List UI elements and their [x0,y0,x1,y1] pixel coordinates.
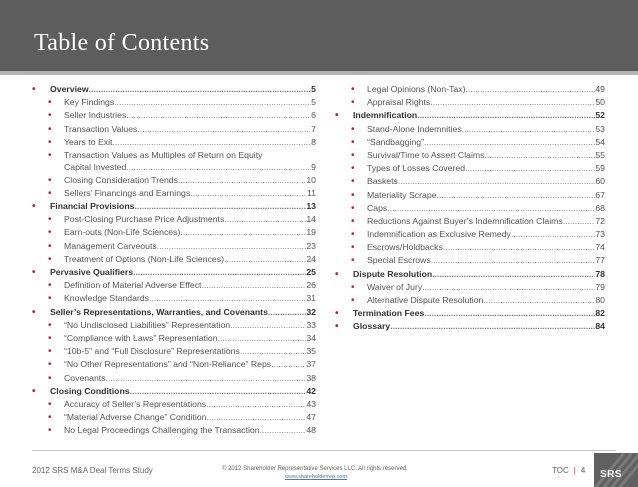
toc-page-number: 50 [595,97,605,108]
bullet-icon: • [48,149,52,161]
toc-entry-label: “Sandbagging” [367,136,424,147]
dot-leader [483,295,595,307]
toc-entry-label: Materiality Scrape [367,189,437,200]
toc-subsection-entry[interactable] [335,282,605,294]
dot-leader [443,242,596,254]
toc-entry-label: Years to Exit [64,136,113,147]
srs-logo [594,453,638,487]
toc-section-entry[interactable] [32,307,316,319]
toc-section-entry[interactable] [32,84,316,96]
dot-leader [224,254,306,266]
bullet-icon: • [48,332,52,344]
toc-entry-label: Types of Losses Covered [367,163,466,174]
toc-page-number: 32 [306,306,316,317]
dot-leader [511,229,595,241]
bullet-icon: • [48,253,52,265]
dot-leader [114,97,311,109]
toc-section-entry[interactable] [335,321,605,333]
dot-leader [224,214,306,226]
toc-page-number: 26 [306,280,316,291]
toc-entry-label: Indemnification [353,110,418,121]
toc-page-number: 80 [595,295,605,305]
toc-entry-label: Special Escrows [367,255,431,266]
toc-section-entry[interactable] [335,269,605,281]
page-number: 4 [580,466,586,475]
dot-leader [218,333,307,345]
toc-page-number: 5 [311,84,316,94]
toc-subsection-entry[interactable] [32,425,316,437]
bullet-icon: • [351,202,355,214]
toc-page-number: 73 [595,229,605,240]
toc-entry-label: Pervasive Qualifiers [50,267,134,278]
toc-subsection-entry[interactable] [32,97,316,109]
bullet-icon: • [351,176,355,188]
dot-leader [398,176,595,188]
bullet-icon: • [48,136,52,148]
toc-page-number: 11 [306,187,316,198]
footer-page-info [552,466,585,475]
toc-page-number: 52 [595,110,605,121]
toc-page-number: 6 [311,110,316,121]
toc-entry-label: Closing Conditions [50,385,130,396]
bullet-icon: • [351,84,355,95]
toc-page-number: 33 [306,319,316,330]
toc-subsection-entry[interactable] [32,373,316,385]
toc-entry-label: Transaction Values as Multiples of Return on Equity [64,149,263,160]
dot-leader [157,241,307,253]
toc-subsection-entry[interactable] [32,214,316,226]
toc-entry-label: Key Findings [64,97,115,108]
bullet-icon: • [48,346,52,358]
bullet-icon: • [351,281,355,293]
dot-leader [206,412,306,424]
bullet-icon: • [48,97,52,109]
bullet-icon: • [48,412,52,424]
toc-page-number: 43 [306,398,316,409]
dot-leader [133,267,306,279]
dot-leader [465,163,595,175]
toc-page-number: 74 [595,242,605,253]
toc-entry-label: Accuracy of Seller’s Representations [64,398,207,409]
page-title: Table of Contents [34,30,210,56]
toc-entry-label: Transaction Values [64,123,138,134]
toc-page-number: 79 [595,281,605,292]
toc-subsection-entry[interactable] [335,242,605,254]
dot-leader [422,282,595,294]
toc-page-number: 59 [595,163,605,174]
toc-subsection-entry[interactable] [335,150,605,162]
bullet-icon: • [335,110,339,122]
toc-section-entry[interactable] [335,110,605,122]
dot-leader [271,359,306,371]
toc-page-number: 37 [306,359,316,370]
bullet-icon: • [48,372,52,384]
toc-subsection-entry[interactable] [32,254,316,266]
dot-leader [126,162,311,174]
bullet-icon: • [351,97,355,109]
toc-subsection-entry[interactable] [32,137,316,149]
toc-entry-label: Treatment of Options (Non-Life Sciences) [64,253,224,264]
toc-subsection-entry[interactable] [32,227,316,239]
toc-entry-label: Knowledge Standards [64,293,150,304]
toc-entry-label: “No Other Representations” and “Non-Reliance” Reps [64,359,272,370]
toc-subsection-entry[interactable] [335,190,605,202]
toc-page-number: 31 [306,293,316,304]
toc-entry-label: Appraisal Rights [367,97,431,108]
bullet-icon: • [48,293,52,305]
bullet-icon: • [335,321,339,333]
toc-subsection-entry[interactable] [335,97,605,109]
toc-entry-label: Post-Closing Purchase Price Adjustments [64,214,225,225]
toc-section-entry[interactable] [335,308,605,320]
bullet-icon: • [351,163,355,175]
toc-page-number: 60 [595,176,605,187]
toc-entry-label: Overview [50,84,89,94]
toc-subsection-entry[interactable] [32,399,316,411]
toc-entry-label: Seller Industries [64,110,127,121]
footer-study-title: 2012 SRS M&A Deal Terms Study [32,466,153,475]
toc-subsection-entry[interactable] [32,175,316,187]
dot-leader [240,346,307,358]
dot-leader [126,110,311,122]
toc-entry-label: Indemnification as Exclusive Remedy [367,229,511,240]
toc-subsection-entry[interactable] [32,320,316,332]
bullet-icon: • [48,227,52,239]
toc-subsection-entry[interactable] [32,359,316,371]
toc-page-number: 82 [595,308,605,319]
bullet-icon: • [351,123,355,135]
dot-leader [106,373,307,385]
dot-leader [206,399,306,411]
footer-separator: | [573,466,576,475]
toc-section-entry[interactable] [32,386,316,398]
toc-page-number: 77 [595,255,605,266]
toc-entry-label: Baskets [367,176,398,187]
toc-page-number: 24 [306,253,316,264]
bullet-icon: • [351,149,355,161]
bullet-icon: • [48,123,52,135]
toc-entry-label: Escrows/Holdbacks [367,242,443,253]
bullet-icon: • [32,306,36,318]
toc-page-number: 67 [595,189,605,200]
bullet-icon: • [351,242,355,254]
bullet-icon: • [48,214,52,226]
toc-link[interactable]: TOC [552,466,569,475]
footer-website-link[interactable]: www.shareholderrep.com [285,474,348,480]
toc-entry-label: Covenants [64,372,106,383]
bullet-icon: • [48,174,52,186]
toc-section-entry[interactable] [32,201,316,213]
bullet-icon: • [48,359,52,371]
logo-text: SRS [600,469,623,480]
dot-leader [462,124,596,136]
bullet-icon: • [351,255,355,267]
dot-leader [431,255,596,267]
toc-entry-label-continued: Capital Invested [64,161,127,172]
dot-leader [178,175,306,187]
toc-subsection-entry[interactable] [335,295,605,307]
toc-subsection-entry[interactable] [335,255,605,267]
toc-page-number: 84 [595,321,605,332]
bullet-icon: • [32,84,36,95]
toc-entry-label: Survival/Time to Assert Claims [367,149,485,160]
dot-leader [387,203,595,215]
toc-entry-label: Alternative Dispute Resolution [367,295,484,305]
toc-entry-label: “Material Adverse Change” Condition [64,412,207,423]
toc-entry-label: Dispute Resolution [353,268,433,279]
toc-entry-label: Stand-Alone Indemnities [367,123,462,134]
dot-leader [137,124,311,136]
dot-leader [190,188,307,200]
toc-page-number: 13 [306,201,316,212]
bullet-icon: • [32,201,36,213]
dot-leader [201,280,306,292]
dot-leader [230,320,306,332]
toc-subsection-entry[interactable] [32,280,316,292]
dot-leader [417,110,595,122]
toc-entry-label: Sellers’ Financings and Earnings [64,187,191,198]
toc-subsection-entry[interactable] [32,346,316,358]
toc-right-column [335,84,605,335]
toc-page-number: 42 [306,385,316,396]
toc-left-column [32,84,316,438]
dot-leader [89,84,312,96]
toc-entry-label: Closing Consideration Trends [64,174,178,185]
bullet-icon: • [48,319,52,331]
dot-leader [130,386,307,398]
toc-page-number: 78 [595,268,605,279]
bullet-icon: • [32,267,36,279]
toc-subsection-entry[interactable] [32,188,316,200]
toc-subsection-entry[interactable] [335,229,605,241]
toc-page-number: 53 [595,123,605,134]
bullet-icon: • [351,215,355,227]
footer-copyright: © 2012 Shareholder Representative Services LLC. All rights reserved. [222,466,408,472]
footer-divider [32,450,616,451]
bullet-icon: • [48,425,52,437]
toc-subsection-entry[interactable] [32,293,316,305]
dot-leader [430,97,595,109]
dot-leader [268,307,306,319]
toc-page-number: 10 [306,174,316,185]
toc-page-number: 35 [306,346,316,357]
toc-entry-label: Waiver of Jury [367,281,423,292]
toc-page-number: 25 [306,267,316,278]
toc-page-number: 8 [311,136,316,147]
bullet-icon: • [351,229,355,241]
toc-section-entry[interactable] [32,267,316,279]
toc-page-number: 49 [595,84,605,94]
toc-entry-label: No Legal Proceedings Challenging the Transaction [64,425,260,436]
dot-leader [437,190,596,202]
dot-leader [180,227,306,239]
toc-subsection-entry[interactable] [335,84,605,96]
toc-entry-label: “Compliance with Laws” Representation [64,332,218,343]
toc-entry-label: Management Carveouts [64,240,157,251]
toc-subsection-entry[interactable] [32,412,316,424]
toc-subsection-entry[interactable] [32,124,316,136]
dot-leader [563,216,596,228]
bullet-icon: • [48,240,52,252]
toc-subsection-entry[interactable] [32,110,316,122]
bullet-icon: • [335,308,339,320]
toc-page-number: 55 [595,149,605,160]
toc-page-number: 23 [306,240,316,251]
toc-entry-label: Reductions Against Buyer’s Indemnification Claims [367,215,563,226]
toc-entry-label: Seller’s Representations, Warranties, and Covenants [50,306,268,317]
dot-leader [484,150,595,162]
toc-page-number: 48 [306,425,316,436]
toc-subsection-entry[interactable] [335,163,605,175]
toc-entry-label: Caps [367,202,388,213]
toc-entry-label: Definition of Material Adverse Effect [64,280,202,291]
toc-subsection-entry[interactable] [335,124,605,136]
toc-subsection-entry[interactable] [32,333,316,345]
bullet-icon: • [48,187,52,199]
toc-page-number: 14 [306,214,316,225]
dot-leader [432,269,595,281]
toc-page-number: 19 [306,227,316,238]
bullet-icon: • [48,280,52,292]
bullet-icon: • [32,385,36,397]
toc-entry-label: Termination Fees [353,308,425,319]
toc-subsection-entry[interactable] [335,137,605,149]
dot-leader [112,137,311,149]
toc-subsection-entry[interactable] [335,216,605,228]
title-bar [0,0,638,71]
toc-page-number: 7 [311,123,316,134]
toc-entry-label: Financial Provisions [50,201,135,212]
title-underline [0,71,638,75]
dot-leader [135,201,307,213]
toc-entry-label: Legal Opinions (Non-Tax) [367,84,466,94]
toc-page-number: 5 [311,97,316,108]
bullet-icon: • [351,189,355,201]
bullet-icon: • [48,110,52,122]
dot-leader [390,321,595,333]
toc-subsection-entry[interactable] [335,203,605,215]
toc-subsection-entry[interactable] [32,150,316,173]
toc-page-number: 68 [595,202,605,213]
bullet-icon: • [48,398,52,410]
toc-page-number: 54 [595,136,605,147]
bullet-icon: • [351,136,355,148]
dot-leader [466,84,596,96]
toc-page-number: 47 [306,412,316,423]
dot-leader [424,308,595,320]
toc-page-number: 34 [306,332,316,343]
dot-leader [260,425,307,437]
toc-subsection-entry[interactable] [335,176,605,188]
toc-subsection-entry[interactable] [32,241,316,253]
dot-leader [149,293,306,305]
toc-page-number: 72 [595,215,605,226]
toc-page-number: 38 [306,372,316,383]
bullet-icon: • [351,295,355,306]
toc-entry-label: “No Undisclosed Liabilities” Representation [64,319,231,330]
dot-leader [424,137,595,149]
toc-page-number: 9 [311,161,316,172]
toc-entry-label: “10b-5” and “Full Disclosure” Representations [64,346,240,357]
bullet-icon: • [335,268,339,280]
toc-entry-label: Glossary [353,321,391,332]
toc-entry-label: Earn-outs (Non-Life Sciences) [64,227,181,238]
